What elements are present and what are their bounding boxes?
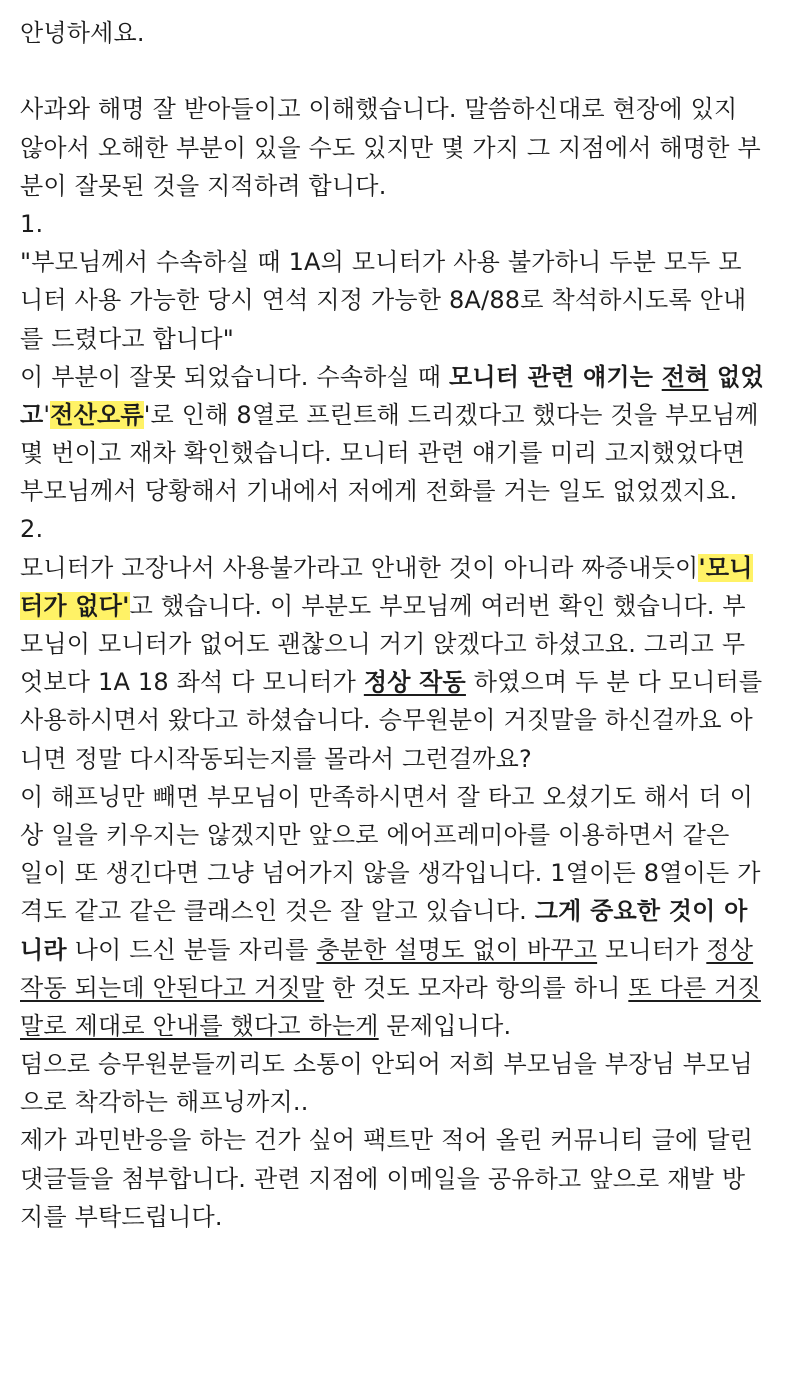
text-segment: 1. (20, 209, 44, 238)
text-line (20, 1007, 780, 1045)
text-segment: 를 드렸다고 합니다" (20, 324, 234, 353)
text-line (20, 90, 780, 128)
text-line (20, 434, 780, 472)
text-line (20, 816, 780, 854)
text-line (20, 167, 780, 205)
text-line (20, 625, 780, 663)
emphasized-text: 터가 없다' (20, 591, 130, 620)
text-line (20, 854, 780, 892)
text-line (20, 1198, 780, 1236)
text-segment: 제가 과민반응을 하는 건가 싶어 팩트만 적어 올린 커뮤니티 글에 달린 (20, 1126, 754, 1155)
emphasized-text: 작동 되는데 안된다고 거짓말 (20, 973, 325, 1002)
emphasized-text: 그게 중요한 것이 아 (534, 897, 748, 926)
emphasized-text: 전혀 (661, 362, 709, 391)
text-segment: 모니터가 고장나서 사용불가라고 안내한 것이 아니라 짜증내듯이 (20, 553, 699, 582)
blank-line (20, 52, 780, 90)
text-segment: 격도 같고 같은 클래스인 것은 잘 알고 있습니다. (20, 897, 535, 926)
emphasized-text: 전산오류 (50, 400, 144, 429)
text-segment: 안녕하세요. (20, 19, 145, 47)
emphasized-text: 충분한 설명도 없이 바꾸고 (316, 935, 598, 964)
text-segment: 않아서 오해한 부분이 있을 수도 있지만 몇 가지 그 지점에서 해명한 부 (20, 133, 761, 162)
text-line (20, 740, 780, 778)
emphasized-text: 또 다른 거짓 (628, 973, 761, 1002)
text-line (20, 778, 780, 816)
text-line (20, 510, 780, 548)
text-segment: 모니터가 (597, 935, 707, 964)
text-line (20, 205, 780, 243)
emphasized-text: 없었 (708, 362, 764, 391)
text-line (20, 892, 780, 930)
text-segment: 니터 사용 가능한 당시 연석 지정 가능한 8A/88로 착석하시도록 안내 (20, 286, 747, 315)
text-line (20, 969, 780, 1007)
text-line (20, 587, 780, 625)
text-line (20, 281, 780, 319)
text-line (20, 472, 780, 510)
text-segment: '로 인해 8열로 프린트해 드리겠다고 했다는 것을 부모님께 (143, 400, 759, 429)
text-line (20, 14, 780, 52)
text-segment: 2. (20, 515, 44, 544)
text-line (20, 358, 780, 396)
emphasized-text: 정상 작동 (363, 668, 466, 697)
text-segment: 이 부분이 잘못 되었습니다. 수속하실 때 (20, 362, 449, 391)
text-segment: 일이 또 생긴다면 그냥 넘어가지 않을 생각입니다. 1열이든 8열이든 가 (20, 859, 761, 888)
text-segment: 지를 부탁드립니다. (20, 1202, 223, 1231)
text-segment: 부모님께서 당황해서 기내에서 저에게 전화를 거는 일도 없었겠지요. (20, 477, 738, 506)
text-line (20, 1045, 780, 1083)
emphasized-text: 모니터 관련 얘기는 (448, 362, 662, 391)
emphasized-text: 니라 (20, 935, 67, 964)
text-segment: 사과와 해명 잘 받아들이고 이해했습니다. 말씀하신대로 현장에 있지 (20, 95, 738, 124)
text-segment: 덤으로 승무원분들끼리도 소통이 안되어 저희 부모님을 부장님 부모님 (20, 1050, 753, 1079)
text-segment: 엇보다 1A 18 좌석 다 모니터가 (20, 668, 364, 697)
text-segment: 니면 정말 다시작동되는지를 몰라서 그런걸까요? (20, 744, 532, 773)
emphasized-text: 정상 (706, 935, 754, 964)
emphasized-text: 고 (20, 400, 44, 429)
text-segment: 상 일을 키우지는 않겠지만 앞으로 에어프레미아를 이용하면서 같은 (20, 820, 730, 849)
text-line (20, 320, 780, 358)
text-segment: ' (43, 400, 51, 429)
text-segment: 사용하시면서 왔다고 하셨습니다. 승무원분이 거짓말을 하신걸까요 아 (20, 706, 753, 735)
text-segment: 몇 번이고 재차 확인했습니다. 모니터 관련 얘기를 미리 고지했었다면 (20, 439, 746, 468)
emphasized-text: '모니 (698, 553, 753, 582)
text-line (20, 1160, 780, 1198)
text-line (20, 129, 780, 167)
text-line (20, 701, 780, 739)
text-segment: 모님이 모니터가 없어도 괜찮으니 거기 앉겠다고 하셨고요. 그리고 무 (20, 630, 746, 658)
text-segment: 나이 드신 분들 자리를 (66, 935, 317, 964)
text-line (20, 243, 780, 281)
text-segment: 고 했습니다. 이 부분도 부모님께 여러번 확인 했습니다. 부 (129, 591, 746, 620)
text-segment: 한 것도 모자라 항의를 하니 (324, 973, 629, 1002)
text-line (20, 396, 780, 434)
text-segment: 분이 잘못된 것을 지적하려 합니다. (20, 171, 387, 200)
text-line (20, 549, 780, 587)
emphasized-text: 말로 제대로 안내를 했다고 하는게 (20, 1011, 379, 1040)
text-line (20, 931, 780, 969)
text-segment: 문제입니다. (378, 1011, 512, 1040)
text-line (20, 663, 780, 701)
text-line (20, 1083, 780, 1121)
text-segment: 하였으며 두 분 다 모니터를 (465, 668, 763, 697)
text-segment: "부모님께서 수속하실 때 1A의 모니터가 사용 불가하니 두분 모두 모 (20, 248, 742, 277)
text-segment: 으로 착각하는 해프닝까지.. (20, 1088, 309, 1117)
text-segment: 이 해프닝만 빼면 부모님이 만족하시면서 잘 타고 오셨기도 해서 더 이 (20, 782, 754, 811)
text-segment: 댓글들을 첨부합니다. 관련 지점에 이메일을 공유하고 앞으로 재발 방 (20, 1164, 746, 1193)
text-line (20, 1121, 780, 1159)
